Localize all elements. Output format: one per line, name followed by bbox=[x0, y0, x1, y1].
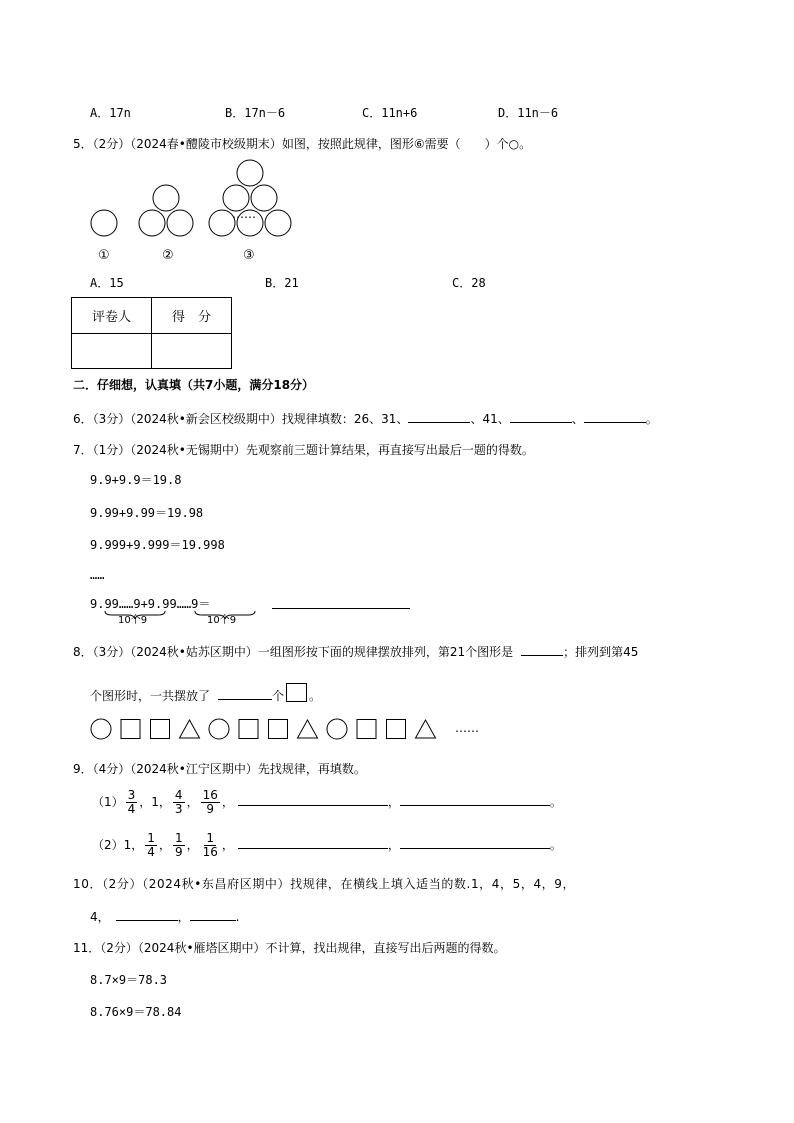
answer-blank[interactable] bbox=[400, 793, 550, 806]
separator: ， bbox=[177, 910, 190, 924]
braced-digits: 99……9 bbox=[162, 597, 199, 611]
option-c: C．28 bbox=[452, 276, 486, 290]
option-c: C．11n+6 bbox=[362, 106, 418, 120]
grader-cell[interactable] bbox=[72, 334, 152, 369]
square-shape bbox=[269, 720, 288, 739]
end-mark: 。 bbox=[549, 838, 562, 852]
figure-label-1: ① bbox=[98, 248, 110, 263]
question-10-stem: 10．（2分）（2024秋•东昌府区期中）找规律，在横线上填入适当的数.1，4，5，4，9， bbox=[73, 877, 576, 891]
end-mark: 。 bbox=[309, 689, 322, 703]
equation-line: 8.76×9＝78.84 bbox=[90, 1005, 182, 1019]
answer-blank[interactable] bbox=[521, 643, 563, 656]
triangle-shape bbox=[298, 720, 318, 738]
fraction bbox=[126, 789, 138, 816]
numerator: 1 bbox=[206, 831, 215, 845]
part-label: （1） bbox=[92, 795, 124, 809]
option-d: D．11n－6 bbox=[498, 106, 559, 120]
end-mark: . bbox=[235, 910, 240, 924]
separator: ， bbox=[158, 838, 171, 852]
fraction bbox=[173, 832, 185, 859]
equation-line: 8.7×9＝78.3 bbox=[90, 973, 168, 987]
equation-part: 9. bbox=[90, 597, 105, 611]
question-8-stem-cont: ；排列到第45 bbox=[563, 645, 639, 659]
brace-label: 10个9 bbox=[118, 615, 148, 626]
shape-sequence bbox=[90, 717, 450, 741]
braced-digits: 99……9 bbox=[104, 597, 141, 611]
option-b: B．17n－6 bbox=[225, 106, 286, 120]
circle-shape bbox=[237, 160, 263, 186]
question-10-line2 bbox=[90, 908, 239, 925]
option-a: A．17n bbox=[90, 106, 131, 120]
sequence-text: 4， bbox=[90, 910, 110, 924]
fraction bbox=[173, 789, 185, 816]
score-header: 得 分 bbox=[152, 298, 232, 334]
question-7-stem: 7．（1分）（2024秋•无锡期中）先观察前三题计算结果，再直接写出最后一题的得数。 bbox=[73, 443, 534, 457]
separator: 、41、 bbox=[470, 412, 510, 426]
triangle-shape bbox=[416, 720, 436, 738]
separator: 、 bbox=[571, 412, 584, 426]
question-6 bbox=[73, 410, 658, 427]
circle-shape bbox=[167, 210, 193, 236]
end-mark: 。 bbox=[549, 795, 562, 809]
denominator: 3 bbox=[174, 802, 183, 816]
triangle-shape bbox=[180, 720, 200, 738]
answer-blank[interactable] bbox=[408, 410, 470, 423]
numerator: 1 bbox=[174, 831, 183, 845]
equation-line: 9.999+9.999＝19.998 bbox=[90, 538, 225, 552]
question-11-stem: 11．（2分）（2024秋•雁塔区期中）不计算，找出规律，直接写出后两题的得数。 bbox=[73, 941, 506, 955]
sequence-ellipsis: …… bbox=[455, 721, 479, 735]
answer-blank[interactable] bbox=[190, 908, 236, 921]
question-8 bbox=[73, 643, 638, 660]
question-5-stem: 5．（2分）（2024春•醴陵市校级期末）如图，按照此规律，图形⑥需要（ ）个○。 bbox=[73, 137, 532, 151]
question-8-line2 bbox=[90, 683, 321, 704]
numerator: 4 bbox=[174, 788, 183, 802]
figure-ellipsis: …… bbox=[232, 207, 256, 221]
denominator: 9 bbox=[174, 845, 183, 859]
separator: ， bbox=[186, 838, 199, 852]
equation-line: 9.9+9.9＝19.8 bbox=[90, 473, 182, 487]
equation-line: 9.99+9.99＝19.98 bbox=[90, 506, 204, 520]
circle-pattern-figure bbox=[80, 158, 350, 268]
grader-header: 评卷人 bbox=[72, 298, 152, 334]
square-shape bbox=[357, 720, 376, 739]
square-icon bbox=[286, 683, 307, 702]
ellipsis: …… bbox=[90, 568, 105, 582]
question-8-text: 个图形时，一共摆放了 bbox=[90, 689, 211, 703]
answer-blank[interactable] bbox=[272, 596, 410, 609]
answer-blank[interactable] bbox=[238, 836, 388, 849]
circle-shape bbox=[153, 185, 179, 211]
denominator: 9 bbox=[206, 802, 215, 816]
question-6-stem: 6．（3分）（2024秋•新会区校级期中）找规律填数：26、31、 bbox=[73, 412, 409, 426]
option-a: A．15 bbox=[90, 276, 124, 290]
answer-blank[interactable] bbox=[510, 410, 572, 423]
circle-shape bbox=[209, 719, 229, 739]
square-shape bbox=[239, 720, 258, 739]
square-shape bbox=[387, 720, 406, 739]
fraction bbox=[201, 789, 220, 816]
section-title: 二．仔细想，认真填（共7小题，满分18分） bbox=[73, 378, 315, 392]
question-8-stem: 8．（3分）（2024秋•姑苏区期中）一组图形按下面的规律摆放排列，第21个图形是 bbox=[73, 645, 514, 659]
fraction bbox=[201, 832, 220, 859]
answer-blank[interactable] bbox=[400, 836, 550, 849]
equals-sign: ＝ bbox=[198, 597, 211, 611]
end-mark: 。 bbox=[645, 412, 658, 426]
answer-blank[interactable] bbox=[218, 687, 272, 700]
option-b: B．21 bbox=[265, 276, 299, 290]
answer-blank[interactable] bbox=[584, 410, 646, 423]
score-table bbox=[71, 297, 232, 369]
separator: ， bbox=[387, 795, 400, 809]
question-9-stem: 9．（4分）（2024秋•江宁区期中）先找规律，再填数。 bbox=[73, 762, 366, 776]
square-shape bbox=[121, 720, 140, 739]
numerator: 1 bbox=[147, 831, 155, 845]
denominator: 4 bbox=[127, 802, 136, 816]
score-cell[interactable] bbox=[152, 334, 232, 369]
figure-label-3: ③ bbox=[243, 248, 255, 263]
answer-blank[interactable] bbox=[116, 908, 178, 921]
circle-shape bbox=[139, 210, 165, 236]
question-8-text: 个 bbox=[272, 689, 285, 703]
circle-shape bbox=[265, 210, 291, 236]
circle-shape bbox=[327, 719, 347, 739]
circle-shape bbox=[91, 210, 117, 236]
numerator: 16 bbox=[202, 788, 218, 802]
question-9-part-2 bbox=[92, 830, 562, 860]
circle-shape bbox=[91, 719, 111, 739]
denominator: 16 bbox=[202, 845, 218, 859]
separator: ， bbox=[186, 795, 199, 809]
part-label: （2）1， bbox=[92, 838, 144, 852]
separator: ， bbox=[221, 795, 234, 809]
figure-label-2: ② bbox=[162, 248, 174, 263]
brace-label: 10个9 bbox=[207, 615, 237, 626]
numerator: 3 bbox=[127, 788, 136, 802]
separator: ， bbox=[387, 838, 400, 852]
square-shape bbox=[151, 720, 170, 739]
equation-part: +9. bbox=[140, 597, 163, 611]
fraction bbox=[145, 832, 157, 859]
separator: ， bbox=[221, 838, 234, 852]
sequence-text: ，1， bbox=[139, 795, 171, 809]
denominator: 4 bbox=[147, 845, 155, 859]
answer-blank[interactable] bbox=[238, 793, 388, 806]
question-9-part-1 bbox=[92, 787, 562, 817]
